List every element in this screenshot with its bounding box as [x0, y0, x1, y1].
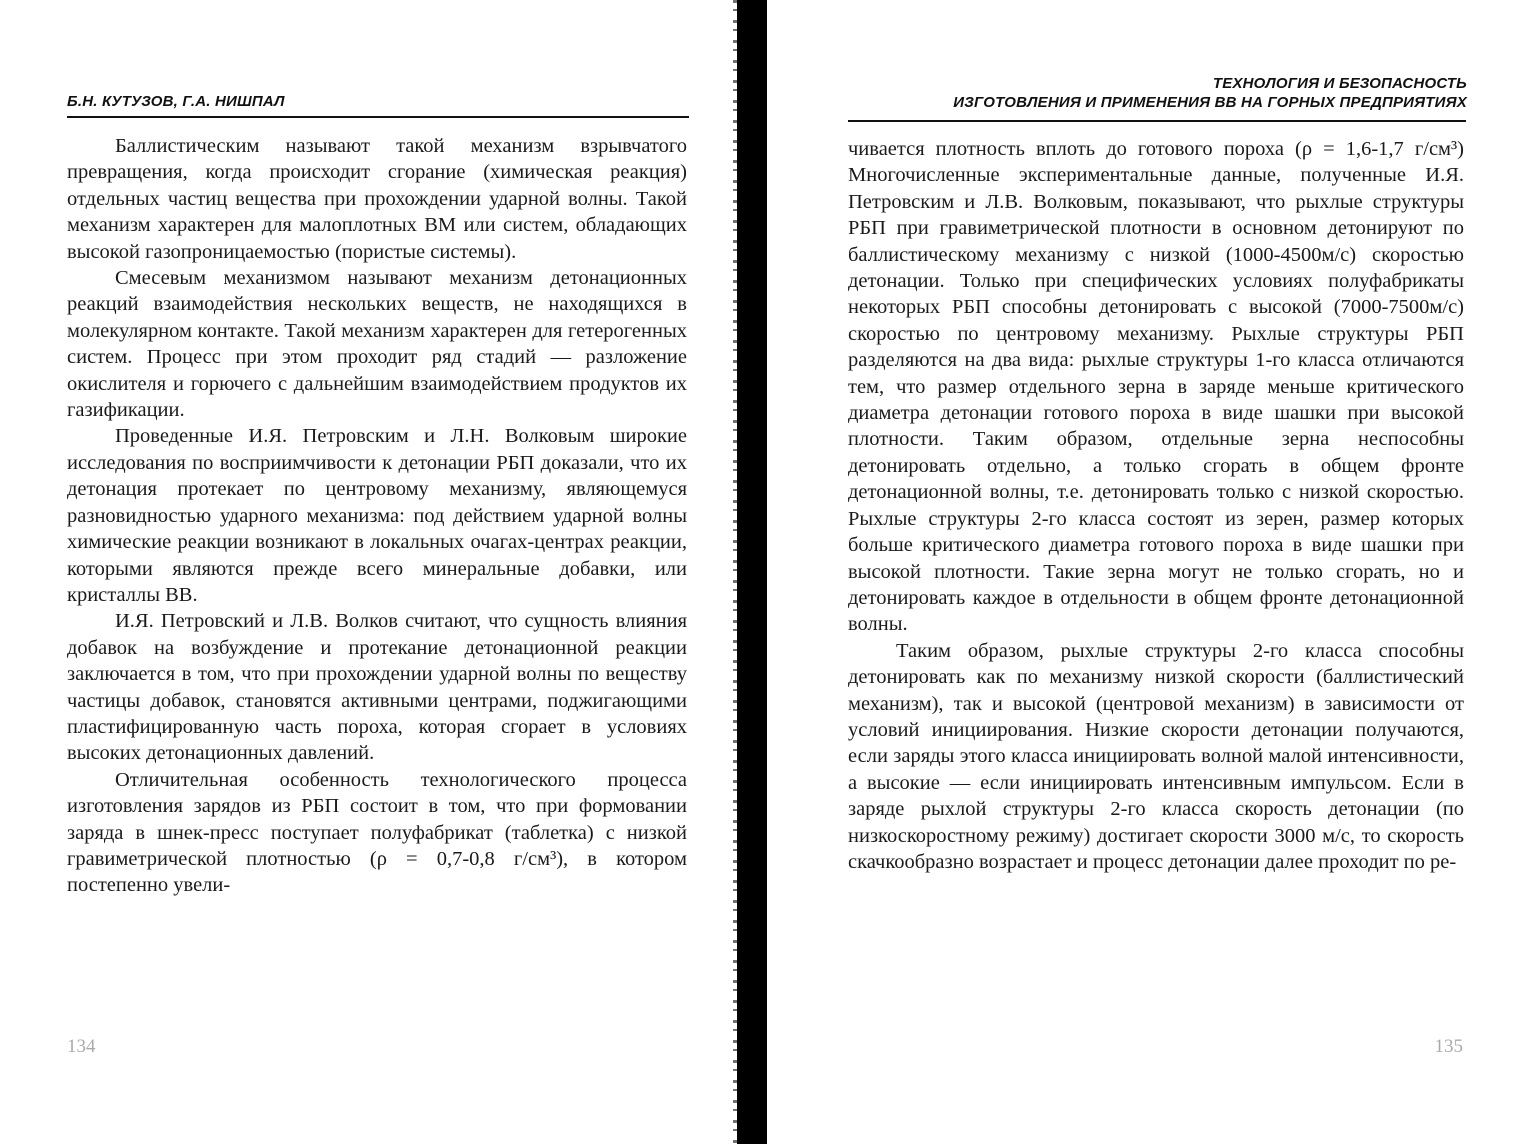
- running-head-title: [953, 74, 1467, 112]
- page-number: 134: [67, 1036, 96, 1057]
- running-head-authors: Б.Н. КУТУЗОВ, Г.А. НИШПАЛ: [67, 93, 285, 110]
- paragraph: И.Я. Петровский и Л.В. Волков считают, что сущность влияния добавок на возбуждение и протекание детонационной реакции заключается в том, что при прохождении ударной волны по веществу частицы добавок, становятся активными центрами, поджигающими пластифицированную часть пороха, которая сгорает в условиях высоких детонационных давлений.: [67, 610, 687, 765]
- body-text: [67, 133, 687, 899]
- running-head-line: ТЕХНОЛОГИЯ И БЕЗОПАСНОСТЬ: [1212, 75, 1467, 92]
- header-rule: [848, 120, 1466, 122]
- page-number: 135: [1434, 1036, 1463, 1057]
- paragraph: чивается плотность вплоть до готового пороха (ρ = 1,6-1,7 г/см³) Многочисленные экспериментальные данные, полученные И.Я. Петровским и Л.В. Волковым, показывают, что рыхлые структуры РБП при гравиметрической плотности в основном детонируют по баллистическому механизму с низкой (1000-4500м/с) скоростью детонации. Только при специфических условиях полуфабрикаты некоторых РБП способны детонировать с высокой (7000-7500м/с) скоростью по центровому механизму. Рыхлые структуры РБП разделяются на два вида: рыхлые структуры 1-го класса отличаются тем, что размер отдельного зерна в заряде меньше критического диаметра детонации готового пороха в виде шашки при высокой плотности. Таким образом, отдельные зерна неспособны детонировать отдельно, а только сгорать в общем фронте детонационной волны, т.е. детонировать только с низкой скоростью. Рыхлые структуры 2-го класса состоят из зерен, размер которых больше критического диаметра готового пороха в виде шашки при высокой плотности. Такие зерна могут не только сгорать, но и детонировать каждое в отдельности в общем фронте детонационной волны.: [848, 138, 1464, 636]
- paragraph: Отличительная особенность технологического процесса изготовления зарядов из РБП состоит в том, что при формовании заряда в шнек-пресс поступает полуфабрикат (таблетка) с низкой гравиметрической плотностью (ρ = 0,7-0,8 г/см³), в котором постепенно увели-: [67, 768, 687, 897]
- right-page: [768, 0, 1531, 1144]
- left-page: [0, 0, 735, 1144]
- body-text: [848, 136, 1464, 875]
- header-rule: [67, 116, 689, 118]
- paragraph: Смесевым механизмом называют механизм детонационных реакций взаимодействия нескольких веществ, не находящихся в молекулярном контакте. Такой механизм характерен для гетерогенных систем. Процесс при этом проходит ряд стадий — разложение окислителя и горючего с дальнейшим взаимодействием продуктов их газификации.: [67, 267, 687, 422]
- book-gutter: [737, 0, 767, 1144]
- paragraph: Проведенные И.Я. Петровским и Л.Н. Волковым широкие исследования по восприимчивости к детонации РБП доказали, что их детонация протекает по центровому механизму, являющемуся разновидностью ударного механизма: под действием ударной волны химические реакции возникают в локальных очагах-центрах реакции, которыми являются прежде всего минеральные добавки, или кристаллы ВВ.: [67, 425, 687, 606]
- running-head-line: ИЗГОТОВЛЕНИЯ И ПРИМЕНЕНИЯ ВВ НА ГОРНЫХ ПРЕДПРИЯТИЯХ: [953, 94, 1467, 111]
- paragraph: Таким образом, рыхлые структуры 2-го класса способны детонировать как по механизму низкой скорости (баллистический механизм), так и высокой (центровой механизм) в зависимости от условий инициирования. Низкие скорости детонации получаются, если заряды этого класса инициировать волной малой интенсивности, а высокие — если инициировать интенсивным импульсом. Если в заряде рыхлой структуры 2-го класса скорость детонации (по низкоскоростному режиму) достигает скорости 3000 м/с, то скорость скачкообразно возрастает и процесс детонации далее проходит по ре-: [848, 639, 1464, 873]
- paragraph: Баллистическим называют такой механизм взрывчатого превращения, когда происходит сгорание (химическая реакция) отдельных частиц вещества при прохождении ударной волны. Такой механизм характерен для малоплотных ВМ или систем, обладающих высокой газопроницаемостью (пористые системы).: [67, 135, 687, 263]
